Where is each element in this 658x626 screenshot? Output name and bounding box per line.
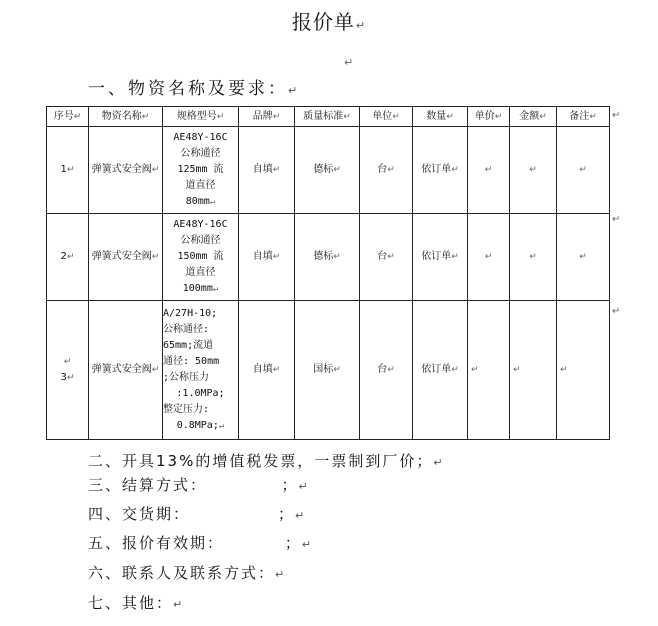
title-text: 报价单 <box>291 10 355 34</box>
cell-price: ↵ <box>468 214 510 301</box>
clause-invoice: 二、开具13%的增值税发票，一票制到厂价；↵ <box>88 452 445 470</box>
table-header-row <box>47 107 610 127</box>
clause-validity: 五、报价有效期： ；↵ <box>88 534 314 552</box>
cell-note: ↵ <box>557 214 610 301</box>
cell-amount: ↵ <box>510 301 557 440</box>
cell-spec: A/27H-10; 公称通径: 65mm;流道 通径: 50mm ;公称压力 :1.0MPa; 整定压力: 0.8MPa;↵ <box>163 301 239 440</box>
paragraph-mark: ↵ <box>344 56 354 69</box>
cell-note: ↵ <box>557 127 610 214</box>
header-spec: 规格型号↵ <box>163 107 239 127</box>
cell-standard: 德标↵ <box>295 214 360 301</box>
clause-delivery: 四、交货期： ；↵ <box>88 505 307 523</box>
cell-price: ↵ <box>468 127 510 214</box>
cell-name: 弹簧式安全阀↵ <box>89 214 163 301</box>
cell-no: 2↵ <box>47 214 89 301</box>
cell-brand: 自填↵ <box>239 214 295 301</box>
cell-name: 弹簧式安全阀↵ <box>89 127 163 214</box>
clause-contact: 六、联系人及联系方式：↵ <box>88 564 287 582</box>
clause-other: 七、其他：↵ <box>88 594 185 612</box>
cell-unit: 台↵ <box>360 127 413 214</box>
cell-price: ↵ <box>468 301 510 440</box>
cell-qty: 依订单↵ <box>413 214 468 301</box>
header-standard: 质量标准↵ <box>295 107 360 127</box>
cell-standard: 国标↵ <box>295 301 360 440</box>
header-brand: 品牌↵ <box>239 107 295 127</box>
row-end-mark: ↵ <box>612 214 621 225</box>
header-name: 物资名称↵ <box>89 107 163 127</box>
page-title <box>0 6 658 35</box>
cell-spec: AE48Y-16C 公称通径 125mm 流 道直径 80mm↵ <box>163 127 239 214</box>
cell-brand: 自填↵ <box>239 301 295 440</box>
cell-no: ↵ 3↵ <box>47 301 89 440</box>
table-row <box>47 127 610 214</box>
clause-settlement: 三、结算方式： ；↵ <box>88 476 310 494</box>
header-note: 备注↵ <box>557 107 610 127</box>
header-price: 单价↵ <box>468 107 510 127</box>
cell-note: ↵ <box>557 301 610 440</box>
table-row <box>47 214 610 301</box>
cell-name: 弹簧式安全阀↵ <box>89 301 163 440</box>
cell-standard: 德标↵ <box>295 127 360 214</box>
cell-unit: 台↵ <box>360 214 413 301</box>
paragraph-mark: ↵ <box>288 84 301 97</box>
row-end-mark: ↵ <box>612 110 621 121</box>
cell-amount: ↵ <box>510 214 557 301</box>
quotation-table <box>46 106 610 440</box>
header-unit: 单位↵ <box>360 107 413 127</box>
cell-qty: 依订单↵ <box>413 301 468 440</box>
row-end-mark: ↵ <box>612 306 621 317</box>
section-heading-text: 一、物资名称及要求： <box>88 79 288 99</box>
cell-qty: 依订单↵ <box>413 127 468 214</box>
cell-unit: 台↵ <box>360 301 413 440</box>
paragraph-mark: ↵ <box>355 19 367 32</box>
cell-no: 1↵ <box>47 127 89 214</box>
header-no: 序号↵ <box>47 107 89 127</box>
header-qty: 数量↵ <box>413 107 468 127</box>
section-heading-materials <box>88 74 300 99</box>
table-row <box>47 301 610 440</box>
cell-brand: 自填↵ <box>239 127 295 214</box>
cell-spec: AE48Y-16C 公称通径 150mm 流 道直径 100mm↵ <box>163 214 239 301</box>
cell-amount: ↵ <box>510 127 557 214</box>
header-amount: 金额↵ <box>510 107 557 127</box>
